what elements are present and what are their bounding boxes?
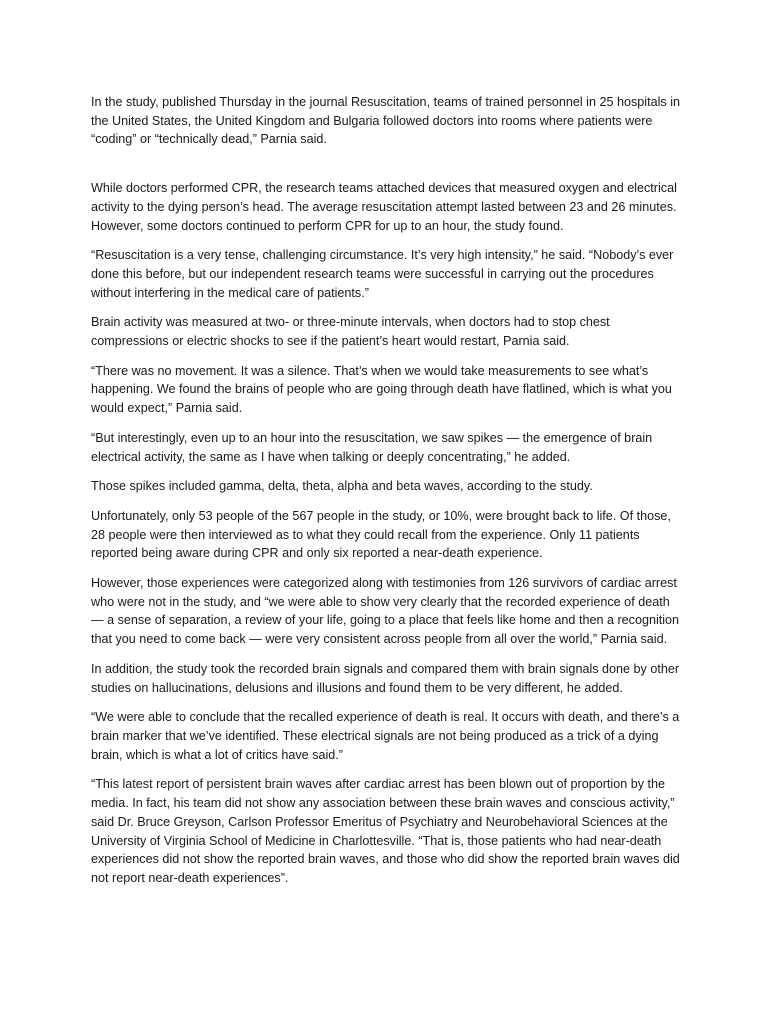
- paragraph-greyson-critique: “This latest report of persistent brain waves after cardiac arrest has been blown out of proportion by the media. In fact, his team did not show any association between these brain waves and conscious activity,” said Dr. Bruce Greyson, Carlson Professor Emeritus of Psychiatry and Neurobehavioral Sciences at the University of Virginia School of Medicine in Charlottesville. “That is, those patients who had near-death experiences did not show the reported brain waves, and those who did show the reported brain waves did not report near-death experiences”.: [91, 777, 680, 885]
- paragraph-survivors: Unfortunately, only 53 people of the 567 people in the study, or 10%, were brought back to life. Of those, 28 people were then interviewed as to what they could recall from the experience. Only 11 patients reported being aware during CPR and only six reported a near-death experience.: [91, 508, 671, 561]
- paragraph-brain-activity: Brain activity was measured at two- or three-minute intervals, when doctors had to stop chest compressions or electric shocks to see if the patient’s heart would restart, Parnia said.: [91, 315, 610, 349]
- paragraph-quote-silence: “There was no movement. It was a silence. That’s when we would take measurements to see what’s happening. We found the brains of people who are going through death have flatlined, which is what you would expect,” Parnia said.: [91, 363, 672, 416]
- paragraph-cpr-devices: While doctors performed CPR, the research teams attached devices that measured oxygen and electrical activity to the dying person’s head. The average resuscitation attempt lasted between 23 and 26 minutes. However, some doctors continued to perform CPR for up to an hour, the study found.: [91, 181, 677, 233]
- paragraph-wave-types: Those spikes included gamma, delta, theta, alpha and beta waves, according to the study.: [91, 479, 593, 494]
- article-body: [91, 93, 685, 899]
- paragraph-experiences: However, those experiences were categorized along with testimonies from 126 survivors of cardiac arrest who were not in the study, and “we were able to show very clearly that the recorded experience of death — a sense of separation, a review of your life, going to a place that feels like home and then a recognition that you need to come back — were very consistent across people from all over the world,” Parnia said.: [91, 576, 680, 647]
- paragraph-comparison: In addition, the study took the recorded brain signals and compared them with brain signals done by other studies on hallucinations, delusions and illusions and found them to be very different, he added.: [91, 661, 680, 695]
- paragraph-quote-conclusion: “We were able to conclude that the recalled experience of death is real. It occurs with death, and there’s a brain marker that we’ve identified. These electrical signals are not being produced as a trick of a dying brain, which is what a lot of critics have said.”: [91, 710, 680, 762]
- paragraph-study-intro: In the study, published Thursday in the journal Resuscitation, teams of trained personnel in 25 hospitals in the United States, the United Kingdom and Bulgaria followed doctors into rooms where patients were “coding” or “technically dead,” Parnia said.: [91, 95, 680, 147]
- paragraph-quote-spikes: “But interestingly, even up to an hour into the resuscitation, we saw spikes — the emergence of brain electrical activity, the same as I have when talking or deeply concentrating,” he added.: [91, 430, 653, 464]
- paragraph-quote-resuscitation: “Resuscitation is a very tense, challenging circumstance. It’s very high intensity,” he said. “Nobody’s ever done this before, but our independent research teams were successful in carrying out the procedures without interfering in the medical care of patients.”: [91, 248, 674, 300]
